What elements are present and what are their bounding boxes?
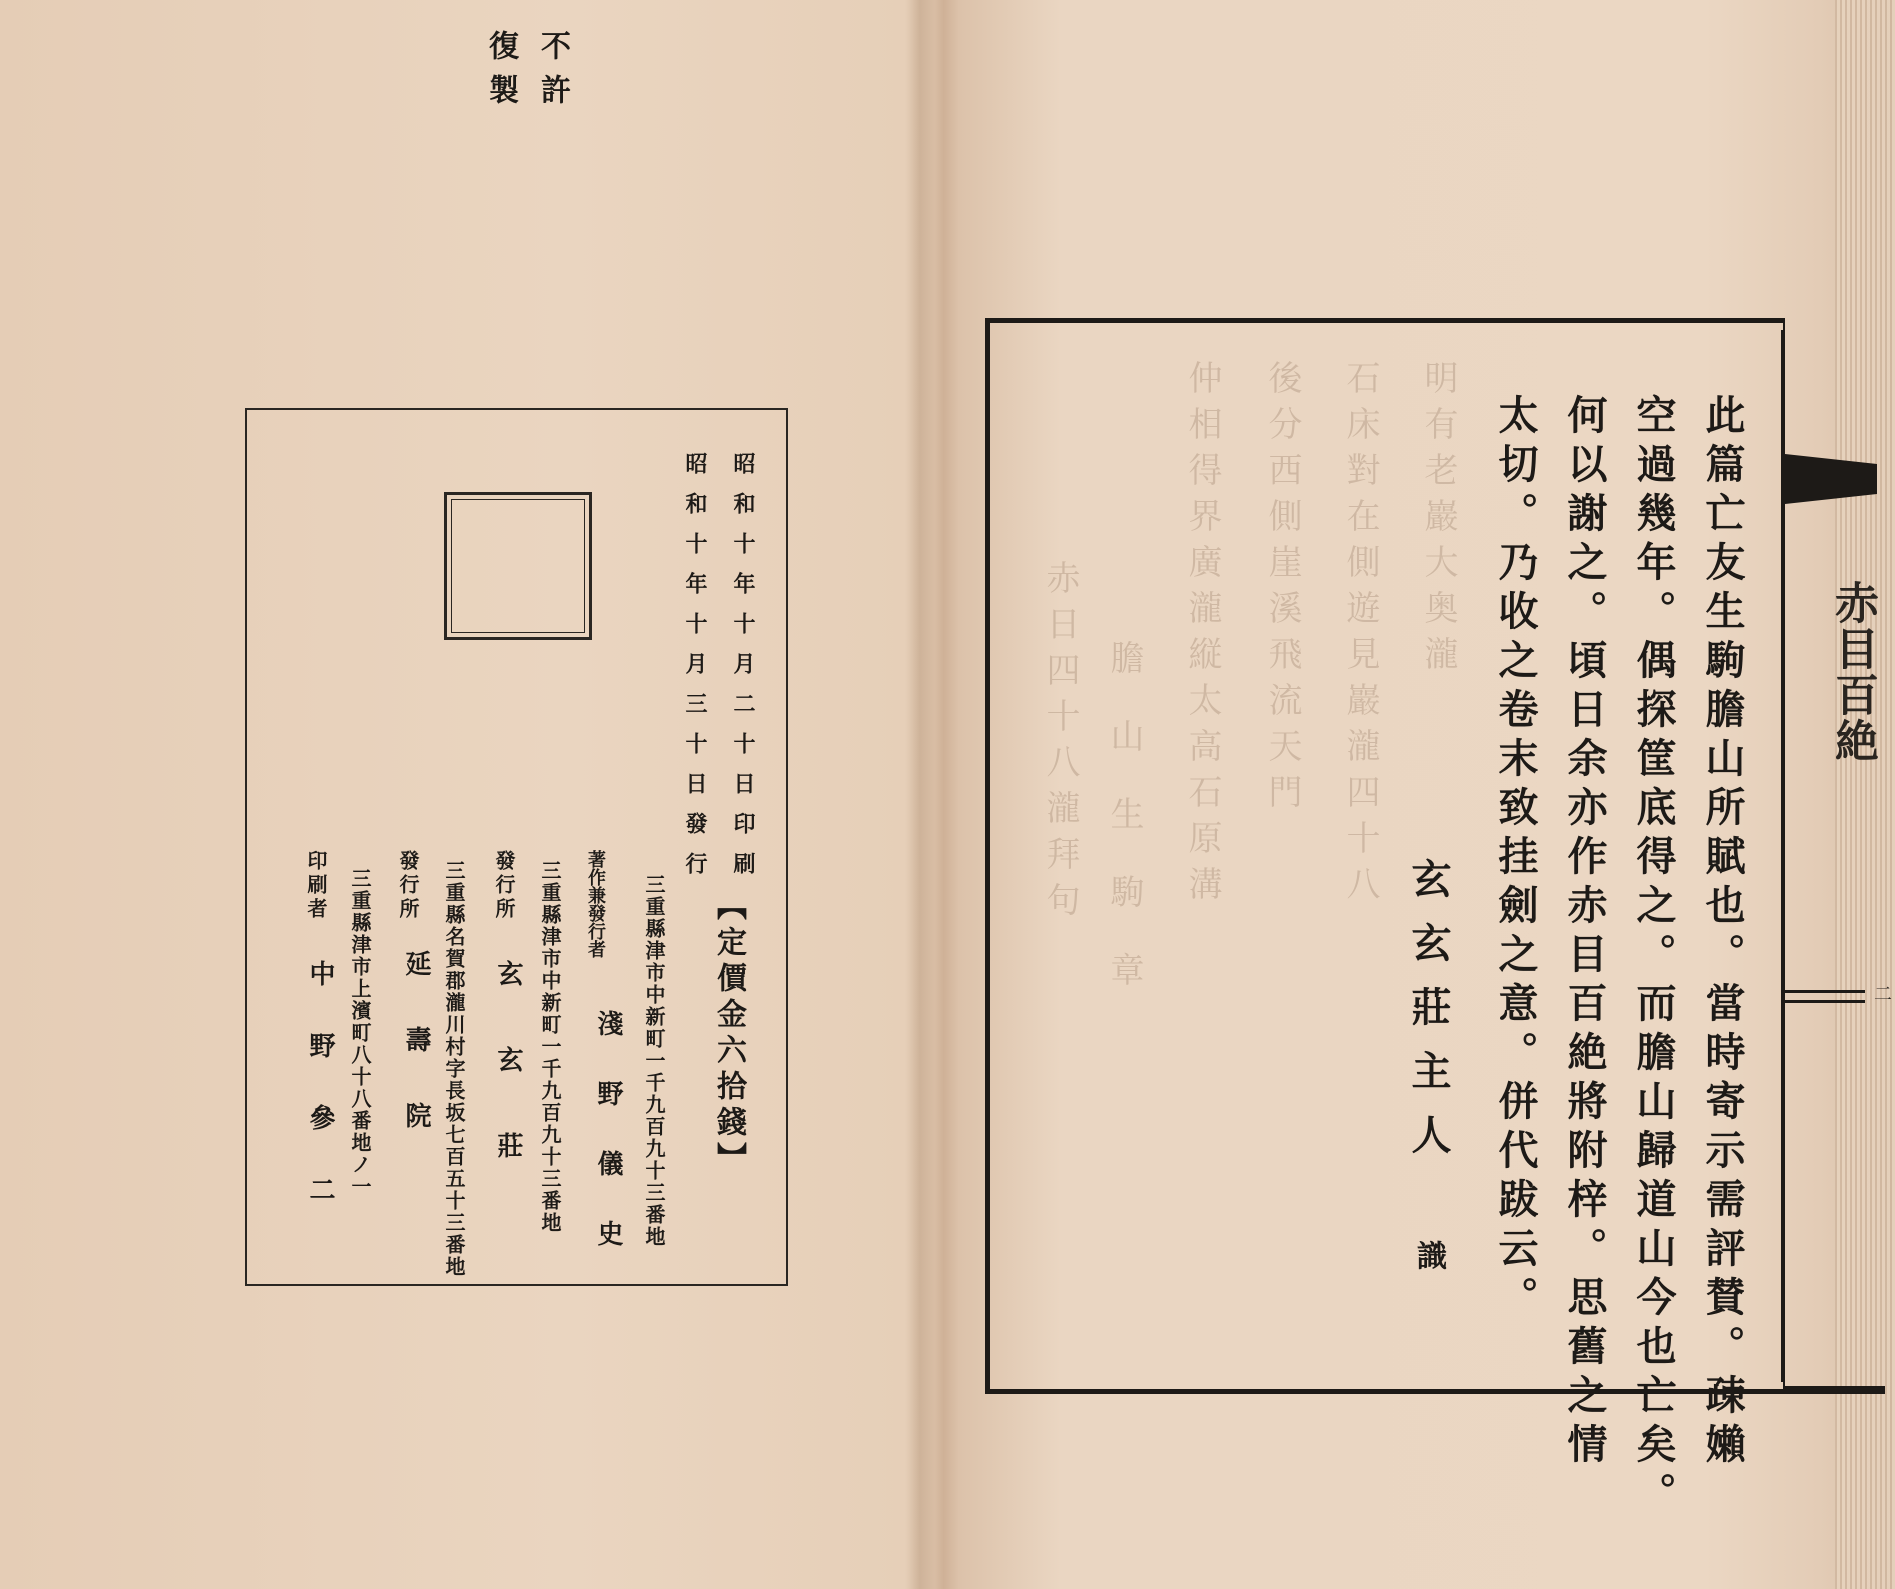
ghost-text-3: 仲相得界廣瀧縦太高石原溝 [1182,360,1222,912]
afterword-column-1: 此篇亡友生駒膽山所賦也。當時寄示需評賛。疎嬾 [1699,394,1746,1472]
distributor-role: 發行所 [396,850,420,922]
afterword-signature-suffix: 識 [1411,1240,1446,1270]
ghost-text-6: 明有老巖大奥瀧 [1418,360,1458,682]
afterword-column-3: 何以謝之。頃日余亦作赤目百絶將附梓。思舊之情 [1561,394,1608,1472]
fore-edge-title: 赤目百絶 [1827,580,1878,764]
fore-edge-mark-bottom [1785,1386,1885,1394]
author-role-text: 著作兼發行者 [585,850,606,958]
ghost-text-1: 赤日四十八瀧拜句 [1040,560,1080,928]
issue-date: 昭和十年十月三十日發行 [682,452,708,892]
publisher-name: 玄玄莊 [493,960,523,1218]
ghost-text-5: 石床對在側遊見巖瀧四十八 [1340,360,1380,912]
printer-name: 中野參二 [305,960,335,1248]
afterword-frame-inner-rule [1781,330,1783,1382]
publisher-role: 發行所 [492,850,516,922]
fore-edge-rule-2 [1785,1000,1865,1003]
stamp-inner-border [451,499,585,633]
book-gutter [905,0,935,1589]
author-address: 三重縣津市中新町一千九百九十三番地 [642,874,666,1248]
author-name: 淺野儀史 [593,1010,623,1290]
printer-role: 印刷者 [304,850,328,922]
print-date: 昭和十年十月二十日印刷 [730,452,756,892]
distributor-name: 延壽院 [401,950,431,1178]
afterword-column-2: 空過幾年。偶探筐底得之。而膽山歸道山今也亡矣。 [1630,394,1677,1521]
distributor-address: 三重縣名賀郡瀧川村字長坂七百五十三番地 [442,860,466,1278]
afterword-signature: 玄玄莊主人 [1405,858,1452,1178]
fore-edge-page-number: 二 [1871,984,1892,1002]
afterword-column-4: 太切。乃收之卷末致挂劍之意。併代跋云。 [1492,394,1539,1325]
stamp-text-left: 復製 [483,30,518,118]
ghost-text-4: 後分西側崖溪飛流天門 [1262,360,1302,820]
page-fore-edge [1835,0,1895,1589]
fore-edge-rule-1 [1785,990,1865,993]
stamp-text-right: 不許 [535,30,570,118]
author-role [582,850,608,958]
publisher-address: 三重縣津市中新町一千九百九十三番地 [538,860,562,1234]
printer-address: 三重縣津市上濱町八十八番地ノ一 [348,868,372,1198]
ghost-text-2: 膽山生駒章 [1104,640,1144,1030]
price-label: 【定價金六拾錢】 [711,890,746,1178]
no-reproduction-stamp [444,492,592,640]
